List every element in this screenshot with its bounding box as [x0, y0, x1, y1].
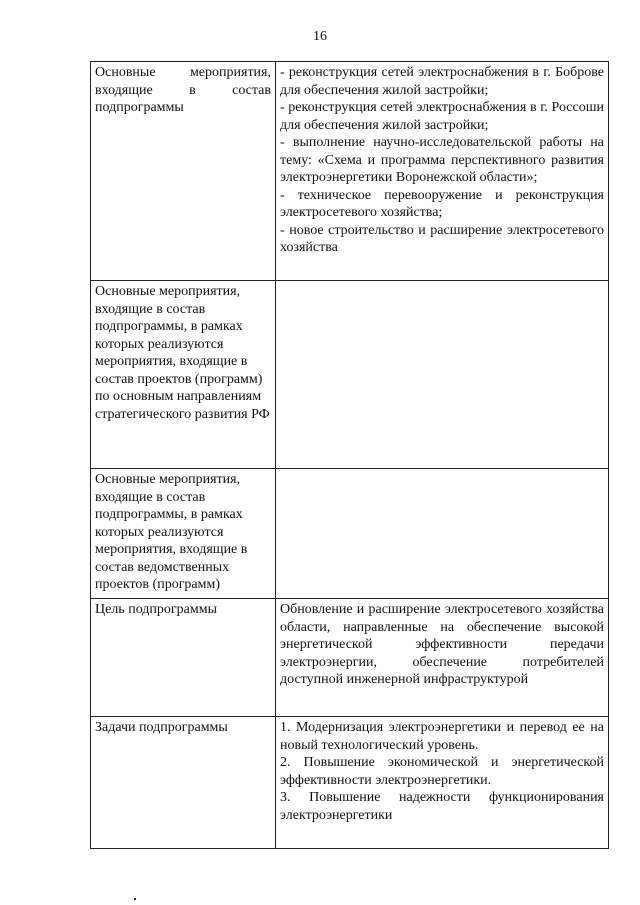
- row-label-goal: Цель подпрограммы: [91, 599, 276, 717]
- row-value-tasks: [276, 717, 609, 849]
- row-label-departmental-projects: Основные мероприятия, входящие в состав подпрограммы, в рамках которых реализуются мероприятия, входящие в состав ведомственных проектов (программ): [91, 469, 276, 599]
- measure-item-3: - выполнение научно-исследовательской работы на тему: «Схема и программа перспективного развития электроэнергетики Воронежской области»;: [280, 135, 604, 185]
- row-value-strategic-projects: [276, 281, 609, 469]
- table-row-main-measures: [91, 62, 609, 281]
- subprogram-passport-table: [90, 61, 609, 849]
- measure-item-5: - новое строительство и расширение электросетевого хозяйства: [280, 222, 604, 255]
- table-row-departmental-projects: [91, 469, 609, 599]
- row-label-tasks: Задачи подпрограммы: [91, 717, 276, 849]
- stray-ink-mark: [134, 898, 136, 900]
- row-value-departmental-projects: [276, 469, 609, 599]
- measure-item-1: - реконструкция сетей электроснабжения в г. Боброве для обеспечения жилой застройки;: [280, 65, 604, 98]
- table-row-goal: [91, 599, 609, 717]
- measure-item-4: - техническое перевооружение и реконструкция электросетевого хозяйства;: [280, 187, 604, 220]
- page-number: 16: [313, 29, 327, 44]
- task-item-1: 1. Модернизация электроэнергетики и перевод ее на новый технологический уровень.: [280, 720, 604, 753]
- task-item-3: 3. Повышение надежности функционирования электроэнергетики: [280, 790, 604, 823]
- task-item-2: 2. Повышение экономической и энергетической эффективности электроэнергетики.: [280, 755, 604, 788]
- row-label-strategic-projects: Основные мероприятия, входящие в состав подпрограммы, в рамках которых реализуются мероприятия, входящие в состав проектов (программ) по основным направлениям стратегического развития РФ: [91, 281, 276, 469]
- table-row-strategic-projects: [91, 281, 609, 469]
- row-label-main-measures: Основные мероприятия, входящие в состав подпрограммы: [91, 62, 276, 281]
- measure-item-2: - реконструкция сетей электроснабжения в г. Россоши для обеспечения жилой застройки;: [280, 100, 604, 133]
- table-row-tasks: [91, 717, 609, 849]
- goal-text: Обновление и расширение электросетевого хозяйства области, направленные на обеспечение высокой энергетической эффективности передачи электроэнергии, обеспечение потребителей доступной инженерной инфраструктурой: [280, 602, 604, 687]
- row-value-main-measures: [276, 62, 609, 281]
- row-value-goal: [276, 599, 609, 717]
